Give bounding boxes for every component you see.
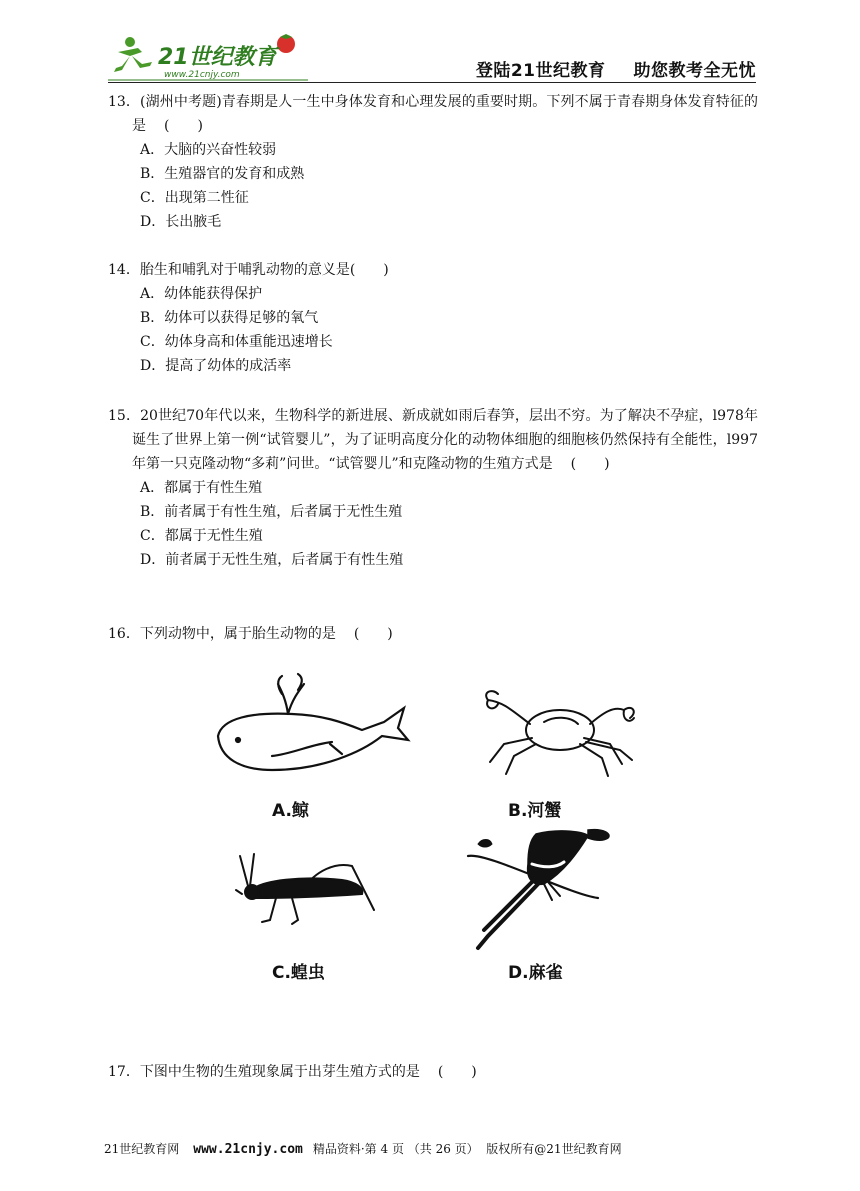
answer-blank: ( ) (164, 118, 203, 134)
answer-blank: ( ) (570, 456, 610, 472)
question-text: 胎生和哺乳对于哺乳动物的意义是 (139, 262, 350, 278)
question-text: 下图中生物的生殖现象属于出芽生殖方式的是 (139, 1064, 420, 1080)
footer-site: www.21cnjy.com (193, 1142, 303, 1157)
answer-blank: ( ) (349, 262, 389, 278)
option-d: D．前者属于无性生殖，后者属于有性生殖 (140, 552, 404, 568)
footer-left: 21世纪教育网 (104, 1142, 180, 1156)
question-number: 15． (108, 408, 141, 424)
option-b: B．生殖器官的发育和成熟 (140, 166, 305, 182)
option-c: C．出现第二性征 (140, 190, 249, 206)
option-d: D．提高了幼体的成活率 (140, 358, 292, 374)
question-number: 14． (108, 262, 140, 278)
question-15 (108, 404, 758, 572)
svg-text:www.21cnjy.com: www.21cnjy.com (164, 70, 240, 80)
answer-blank: ( ) (353, 626, 393, 642)
whale-icon (212, 670, 412, 780)
page-header (108, 30, 756, 82)
option-b: B．前者属于有性生殖，后者属于无性生殖 (140, 504, 403, 520)
question-14 (108, 258, 758, 378)
question-16 (108, 622, 758, 646)
option-a: A．大脑的兴奋性较弱 (140, 142, 277, 158)
option-c: C．都属于无性生殖 (140, 528, 263, 544)
answer-blank: ( ) (437, 1064, 477, 1080)
option-a: A．幼体能获得保护 (140, 286, 263, 302)
footer-copyright: 版权所有@21世纪教育网 (486, 1142, 622, 1156)
header-divider (108, 82, 756, 83)
page-footer (104, 1140, 764, 1157)
caption-d: D.麻雀 (508, 963, 563, 983)
question-13 (108, 90, 758, 234)
question-number: 16． (108, 626, 140, 642)
caption-a: A.鲸 (272, 801, 309, 821)
option-a: A．都属于有性生殖 (140, 480, 263, 496)
crab-icon (474, 682, 644, 782)
option-b: B．幼体可以获得足够的氧气 (140, 310, 319, 326)
question-stem (108, 404, 758, 476)
footer-page-info: 精品资料·第 4 页 （共 26 页） (312, 1142, 479, 1156)
question-text: (湖州中考题)青春期是人一生中身体发育和心理发展的重要时期。下列不属于青春期身体发育特征的是 (132, 94, 758, 134)
question-number: 13． (108, 94, 141, 110)
question-stem (108, 258, 758, 282)
question-text: 20世纪70年代以来，生物科学的新进展、新成就如雨后春笋，层出不穷。为了解决不孕症，l978年诞生了世界上第一例“试管婴儿”，为了证明高度分化的动物体细胞的细胞核仍然保持有全能性，l997年第一只克隆动物“多莉”问世。“试管婴儿”和克隆动物的生殖方式是 (132, 408, 758, 472)
logo-icon (108, 30, 308, 82)
question-stem (108, 622, 758, 646)
tagline-left: 登陆21世纪教育 (475, 61, 606, 81)
header-tagline (476, 56, 756, 81)
question-number: 17． (108, 1064, 140, 1080)
animals-figure (212, 666, 652, 996)
caption-c: C.蝗虫 (272, 963, 325, 983)
question-17 (108, 1060, 758, 1084)
question-text: 下列动物中，属于胎生动物的是 (139, 626, 336, 642)
tagline-right: 助您教考全无忧 (633, 61, 756, 81)
question-stem (108, 1060, 758, 1084)
question-stem (108, 90, 758, 138)
svg-text:21世纪教育: 21世纪教育 (158, 45, 277, 70)
option-c: C．幼体身高和体重能迅速增长 (140, 334, 333, 350)
sparrow-icon (448, 824, 616, 954)
caption-b: B.河蟹 (508, 801, 562, 821)
option-d: D．长出腋毛 (140, 214, 222, 230)
grasshopper-icon (232, 850, 382, 930)
